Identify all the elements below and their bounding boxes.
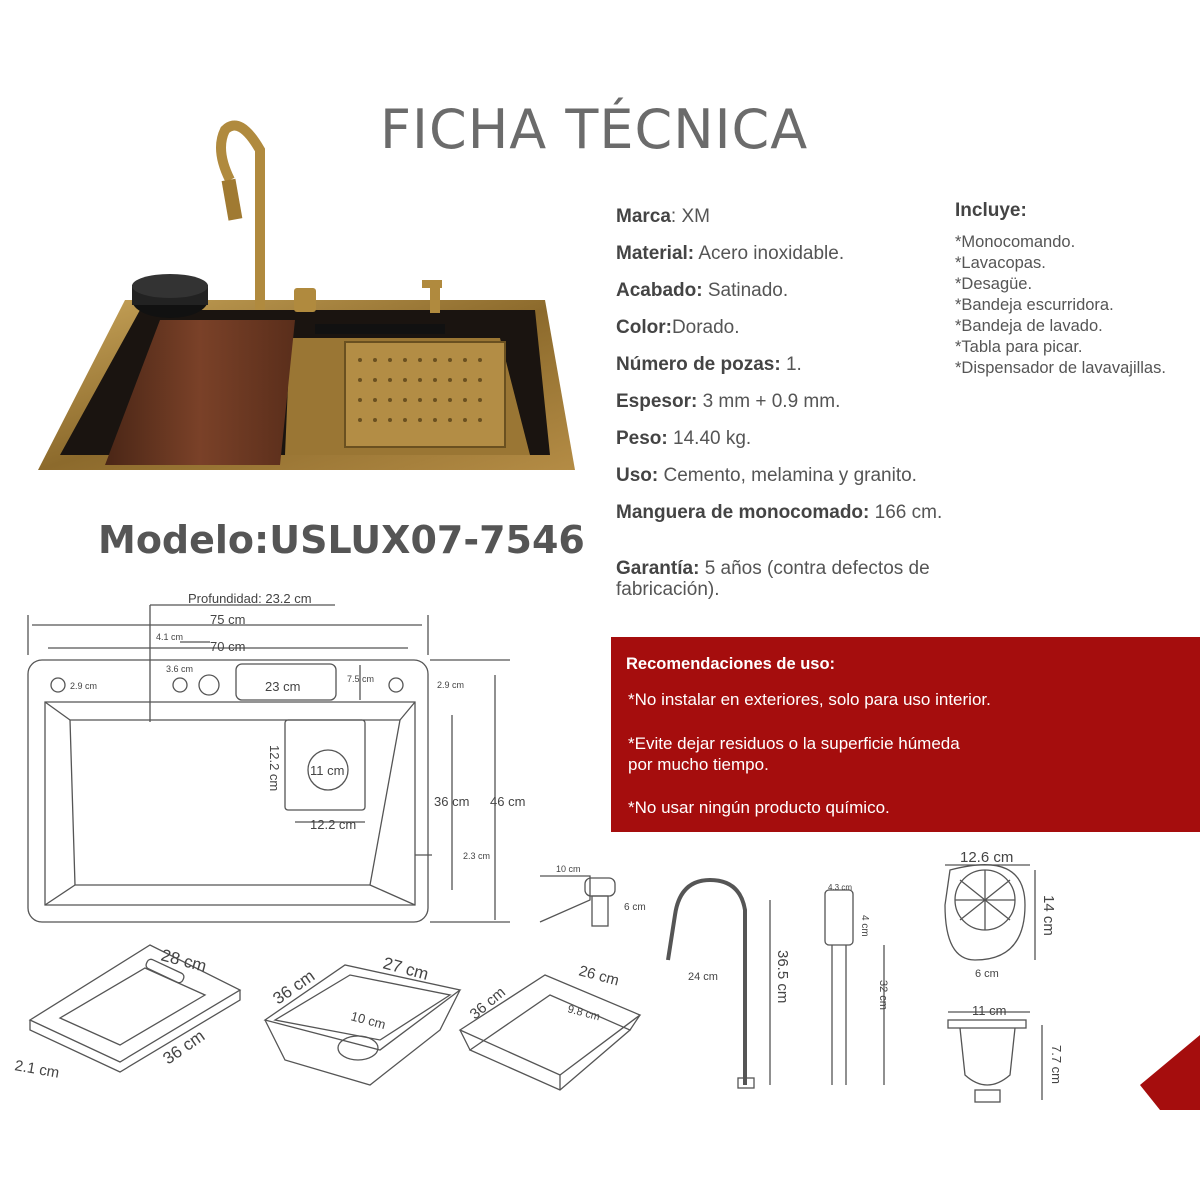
include-item: *Dispensador de lavavajillas. (955, 359, 1166, 377)
spec-value: 3 mm + 0.9 mm. (697, 391, 841, 412)
spec-label: Marca (616, 206, 671, 227)
spec-value: 14.40 kg. (667, 428, 752, 449)
disp-6: 6 cm (624, 902, 646, 913)
spec-label: Número de pozas: (616, 354, 781, 375)
recommendations-title: Recomendaciones de uso: (626, 655, 836, 673)
board-28: 28 cm (158, 945, 209, 976)
spec-value: 1. (780, 354, 802, 375)
dim-46: 46 cm (490, 794, 526, 809)
dim-depth: Profundidad: 23.2 cm (188, 591, 312, 606)
basin-10: 10 cm (349, 1008, 388, 1033)
bolt-43: 4.3 cm (828, 883, 853, 892)
spec-label: Manguera de monocomado: (616, 502, 870, 523)
spec-value: 166 cm. (869, 502, 943, 523)
bolt-32: 32 cm (877, 980, 889, 1010)
dim-23: 23 cm (265, 679, 301, 694)
includes-title: Incluye: (955, 200, 1027, 221)
rinser-14: 14 cm (1040, 895, 1057, 936)
spec-value: : XM (670, 206, 710, 227)
tray-26: 26 cm (576, 962, 621, 990)
spec-value: Cemento, melamina y granito. (658, 465, 917, 486)
include-item: *Bandeja de lavado. (955, 317, 1103, 335)
dim-41: 4.1 cm (156, 632, 184, 642)
dim-36: 3.6 cm (166, 664, 194, 674)
dim-23cm: 2.3 cm (463, 851, 491, 861)
spec-value: Dorado. (671, 317, 740, 338)
spec-label: Color: (616, 317, 672, 338)
dim-70: 70 cm (210, 639, 246, 654)
faucet-24: 24 cm (688, 971, 718, 983)
board-21: 2.1 cm (13, 1057, 61, 1082)
recommendation-item: *No instalar en exteriores, solo para uso interior. (628, 690, 991, 709)
include-item: *Desagüe. (955, 275, 1033, 293)
include-item: *Bandeja escurridora. (955, 296, 1114, 314)
dim-11: 11 cm (310, 763, 345, 778)
dim-36cm: 36 cm (434, 794, 470, 809)
spec-value: Satinado. (702, 280, 789, 301)
recommendation-item: por mucho tiempo. (628, 755, 769, 774)
spec-value: 5 años (contra defectos de fabricación). (616, 558, 930, 600)
page-title: FICHA TÉCNICA (380, 98, 809, 161)
model-label: Modelo:USLUX07-7546 (98, 518, 585, 562)
spec-label: Garantía: (616, 558, 700, 579)
dim-29a: 2.9 cm (70, 681, 98, 691)
spec-label: Uso: (616, 465, 659, 486)
include-item: *Monocomando. (955, 233, 1076, 251)
disp-10: 10 cm (556, 864, 581, 874)
spec-value: Acero inoxidable. (694, 243, 845, 264)
drain-11: 11 cm (972, 1003, 1007, 1018)
spec-label: Material: (616, 243, 695, 264)
dim-75: 75 cm (210, 612, 246, 627)
drain-77: 7.7 cm (1049, 1045, 1064, 1085)
dim-122h: 12.2 cm (310, 817, 357, 832)
tray-36: 36 cm (466, 983, 509, 1024)
tray-98: 9.8 cm (566, 1003, 602, 1024)
dim-122v: 12.2 cm (267, 745, 282, 792)
rinser-6: 6 cm (975, 968, 999, 980)
board-36: 36 cm (159, 1026, 209, 1069)
basin-36: 36 cm (269, 966, 319, 1009)
dim-29b: 2.9 cm (437, 680, 465, 690)
bolt-4: 4 cm (859, 915, 870, 937)
spec-label: Espesor: (616, 391, 698, 412)
spec-label: Peso: (616, 428, 668, 449)
faucet-365: 36.5 cm (774, 950, 791, 1004)
recommendation-item: *No usar ningún producto químico. (628, 798, 890, 817)
recommendation-item: *Evite dejar residuos o la superficie húmeda (628, 734, 960, 753)
spec-label: Acabado: (616, 280, 703, 301)
dim-75cm: 7.5 cm (347, 674, 375, 684)
corner-accent (1140, 1035, 1200, 1110)
basin-27: 27 cm (380, 953, 431, 984)
rinser-126: 12.6 cm (960, 849, 1014, 866)
include-item: *Lavacopas. (955, 254, 1046, 272)
include-item: *Tabla para picar. (955, 338, 1083, 356)
